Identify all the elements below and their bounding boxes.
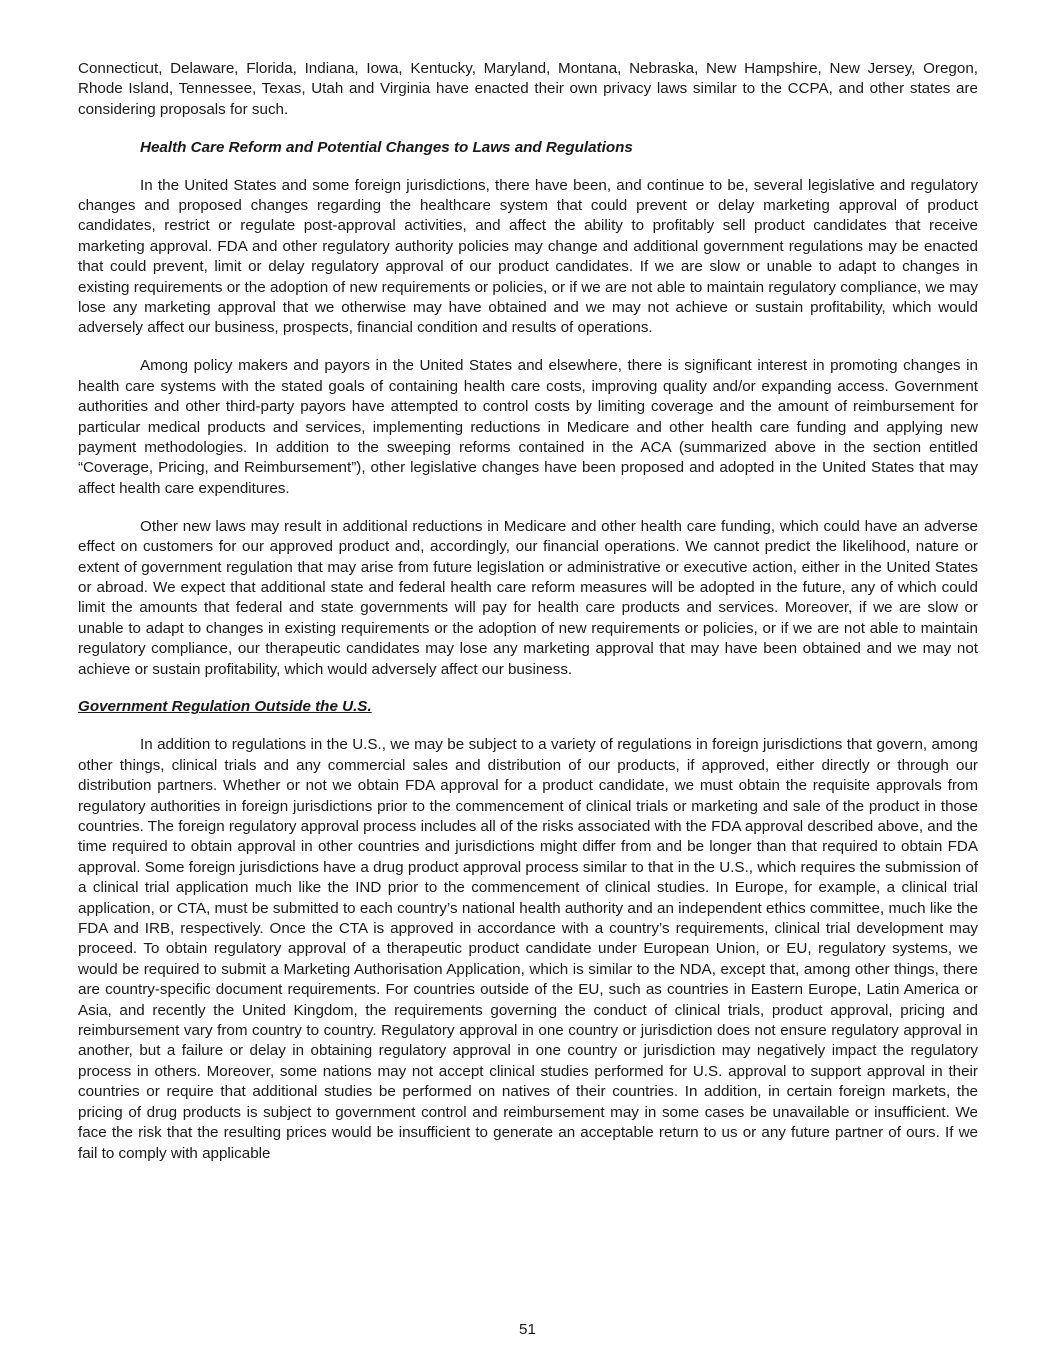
intro-paragraph: Connecticut, Delaware, Florida, Indiana, Iowa, Kentucky, Maryland, Montana, Nebraska, New Hampshire, New Jersey, Oregon, Rhode Island, Tennessee, Texas, Utah and Virginia have enacted their own privacy laws similar to the CCPA, and other states are considering proposals for such. xyxy=(78,60,978,118)
document-page xyxy=(78,59,978,1181)
reform-paragraph-1: In the United States and some foreign jurisdictions, there have been, and continue to be, several legislative and regulatory changes and proposed changes regarding the healthcare system that could prevent or delay marketing approval of product candidates, restrict or regulate post-approval activities, and affect the ability to profitably sell product candidates that receive marketing approval. FDA and other regulatory authority policies may change and additional government regulations may be enacted that could prevent, limit or delay regulatory approval of our product candidates. If we are slow or unable to adapt to changes in existing requirements or the adoption of new requirements or policies, or if we are not able to maintain regulatory compliance, we may lose any marketing approval that we otherwise may have obtained and we may not achieve or sustain profitability, which would adversely affect our business, prospects, financial condition and results of operations. xyxy=(78,176,978,337)
outside-us-paragraph: In addition to regulations in the U.S., we may be subject to a variety of regulations in foreign jurisdictions that govern, among other things, clinical trials and any commercial sales and distribution of our products, if approved, either directly or through our distribution partners. Whether or not we obtain FDA approval for a product candidate, we must obtain the requisite approvals from regulatory authorities in foreign jurisdictions prior to the commencement of clinical trials or marketing and sale of the product in those countries. The foreign regulatory approval process includes all of the risks associated with the FDA approval described above, and the time required to obtain approval in other countries and jurisdictions might differ from and be longer than that required to obtain FDA approval. Some foreign jurisdictions have a drug product approval process similar to that in the U.S., which requires the submission of a clinical trial application much like the IND prior to the commencement of clinical studies. In Europe, for example, a clinical trial application, or CTA, must be submitted to each country’s national health authority and an independent ethics committee, much like the FDA and IRB, respectively. Once the CTA is approved in accordance with a country’s requirements, clinical trial development may proceed. To obtain regulatory approval of a therapeutic product candidate under European Union, or EU, regulatory systems, we would be required to submit a Marketing Authorisation Application, which is similar to the NDA, except that, among other things, there are country-specific document requirements. For countries outside of the EU, such as countries in Eastern Europe, Latin America or Asia, and recently the United Kingdom, the requirements governing the conduct of clinical trials, product approval, pricing and reimbursement vary from country to country. Regulatory approval in one country or jurisdiction does not ensure regulatory approval in another, but a failure or delay in obtaining regulatory approval in one country or jurisdiction may negatively impact the regulatory process in others. Moreover, some nations may not accept clinical studies performed for U.S. approval to support approval in their countries or require that additional studies be performed on natives of their countries. In addition, in certain foreign markets, the pricing of drug products is subject to government control and reimbursement may in some cases be unavailable or insufficient. We face the risk that the resulting prices would be insufficient to generate an acceptable return to us or any future partner of ours. If we fail to comply with applicable xyxy=(78,736,978,1162)
page-number: 51 xyxy=(519,1321,536,1338)
reform-paragraph-2: Among policy makers and payors in the United States and elsewhere, there is significant interest in promoting changes in health care systems with the stated goals of containing health care costs, improving quality and/or expanding access. Government authorities and other third-party payors have attempted to control costs by limiting coverage and the amount of reimbursement for particular medical products and services, implementing reductions in Medicare and other health care funding and applying new payment methodologies. In addition to the sweeping reforms contained in the ACA (summarized above in the section entitled “Coverage, Pricing, and Reimbursement”), other legislative changes have been proposed and adopted in the United States that may affect health care expenditures. xyxy=(78,357,978,497)
reform-paragraph-3: Other new laws may result in additional reductions in Medicare and other health care funding, which could have an adverse effect on customers for our approved product and, accordingly, our financial operations. We cannot predict the likelihood, nature or extent of government regulation that may arise from future legislation or administrative or executive action, either in the United States or abroad. We expect that additional state and federal health care reform measures will be adopted in the future, any of which could limit the amounts that federal and state governments will pay for health care products and services. Moreover, if we are slow or unable to adapt to changes in existing requirements or the adoption of new requirements or policies, or if we are not able to maintain regulatory compliance, our therapeutic candidates may lose any marketing approval that may have been obtained and we may not achieve or sustain profitability, which would adversely affect our business. xyxy=(78,517,978,678)
government-regulation-section-heading: Government Regulation Outside the U.S. xyxy=(78,698,372,716)
health-care-reform-subheading: Health Care Reform and Potential Changes to Laws and Regulations xyxy=(140,138,633,156)
